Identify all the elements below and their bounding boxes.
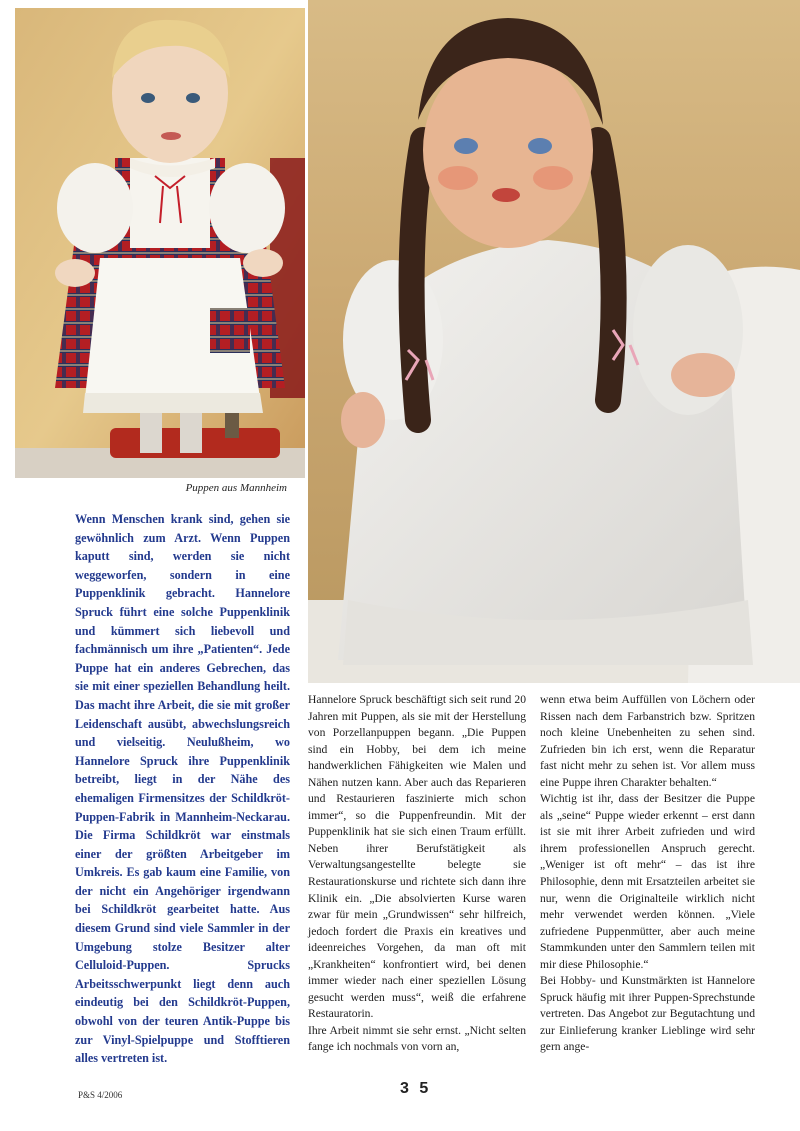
body-paragraph: Hannelore Spruck beschäftigt sich seit rund 20 Jahren mit Puppen, als sie mit der Herstellung von Porzellanpuppen begann. „Die Puppen sind ein Hobby, bei dem ich meine handwerklichen Fähigkeiten wie Malen und Nähen nutzen kann. Aber auch das Reparieren und Restaurieren faszinierte mich schon immer“, so die Puppenfreundin. Mit der Puppenklinik hat sie sich einen Traum erfüllt. Neben ihrer Berufstätigkeit als Verwaltungsangestellte belegte sie Restaurationskurse und richtete sich dann ihre Klinik ein. „Die absolvierten Kurse waren zwar für mein „Grundwissen“ sehr hilfreich, jedoch fordert die Praxis ein kreatives und ideenreiches Vorgehen, da man oft mit „Krankheiten“ konfrontiert wird, bei denen immer wieder nach einer speziellen Lösung gesucht werden muss“, weiß die erfahrene Restauratorin. [308, 693, 526, 1021]
page-number: 3 5 [400, 1080, 432, 1097]
intro-paragraph: Wenn Menschen krank sind, gehen sie gewöhnlich zum Arzt. Wenn Puppen kaputt sind, werden sie nicht weggeworfen, sondern in eine Puppenklinik gebracht. Hannelore Spruck führt eine solche Puppenklinik und kümmert sich liebevoll und fachmännisch um ihre „Patienten“. Jede Puppe hat ein anderes Gebrechen, das sie mit einer speziellen Behandlung heilt. Das macht ihre Arbeit, die sie mit großer Leidenschaft ausübt, abwechslungsreich und vielseitig. Neulußheim, wo Hannelore Spruck ihre Puppenklinik betreibt, liegt in der Nähe des ehemaligen Firmensitzes der Schildkröt-Puppen-Fabrik in Mannheim-Neckarau. Die Firma Schildkröt war einstmals einer der größten Arbeitgeber im Umkreis. Es gab kaum eine Familie, von der nicht ein Angehöriger irgendwann bei Schildkröt gearbeitet hatte. Aus diesem Grund sind viele Sammler in der Umgebung stolze Besitzer alter Celluloid-Puppen. Sprucks Arbeitsschwerpunkt liegt denn auch eindeutig bei den Schildkröt-Puppen, obwohl von der teuren Antik-Puppe bis zur Vinyl-Spielpuppe und Stofftieren alles vertreten ist. [75, 512, 290, 1066]
photo-braided-doll [308, 0, 800, 683]
body-paragraph: Ihre Arbeit nimmt sie sehr ernst. „Nicht selten fange ich nochmals von vorn an, [308, 1023, 526, 1054]
article-column-middle [308, 692, 526, 1056]
body-paragraph: wenn etwa beim Auffüllen von Löchern oder Rissen nach dem Farbanstrich bzw. Spritzen noch kleine Unebenheiten zu sehen sind. Zufrieden bin ich erst, wenn die Reparatur fast nicht mehr zu sehen ist. Vor allem muss eine Puppe ihren Charakter behalten.“ [540, 693, 755, 789]
body-paragraph: Wichtig ist ihr, dass der Besitzer die Puppe als „seine“ Puppe wieder erkennt – erst dann ist sie mit ihrer Arbeit zufrieden und wird ihrem professionellen Anspruch gerecht. „Weniger ist oft mehr“ – das ist ihre Philosophie, denn mit Ersatzteilen arbeitet sie nur, wenn die Originalteile wirklich nicht mehr verwendet werden können. „Viele zufriedene Puppenmütter, aber auch meine Stammkunden unter den Sammlern teilen mit mir diese Philosophie.“ [540, 792, 755, 971]
issue-label: P&S 4/2006 [78, 1090, 123, 1100]
body-paragraph: Bei Hobby- und Kunstmärkten ist Hannelore Spruck häufig mit ihrer Puppen-Sprechstunde vertreten. Das Angebot zur Begutachtung und zur Einlieferung kranker Lieblinge wird sehr gern ange- [540, 974, 755, 1054]
article-column-right [540, 692, 755, 1056]
photo-caption: Puppen aus Mannheim [185, 482, 287, 494]
photo-blonde-doll [15, 8, 305, 478]
